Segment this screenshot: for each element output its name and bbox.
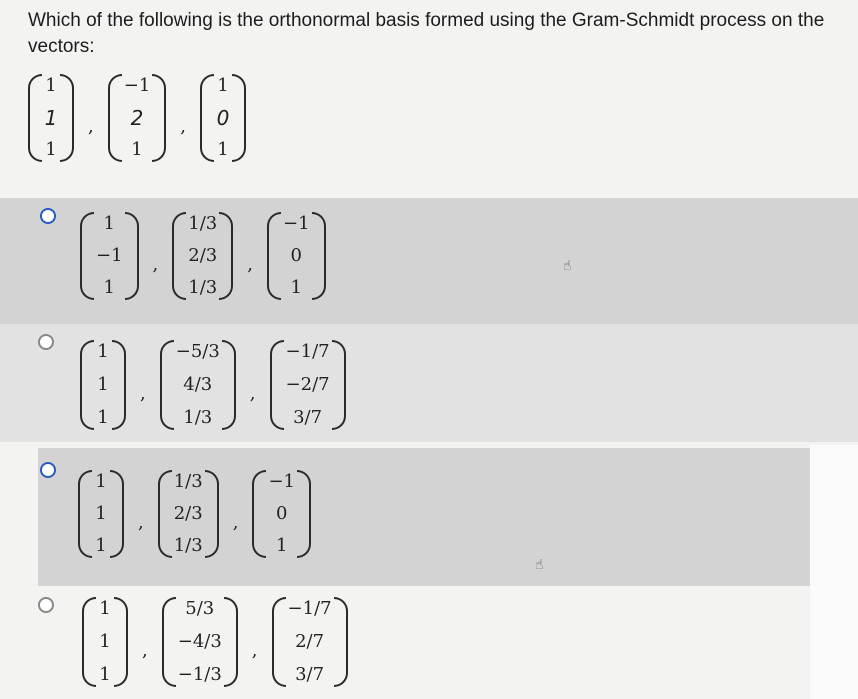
comma: , [180,115,187,137]
vector-entry: 1 [103,277,115,298]
given-vector-3 [200,72,246,164]
option-4-vector-3 [272,595,348,689]
vector-entry: 1/3 [188,213,218,234]
vector-entry: 1 [103,213,115,234]
hand-pointer-icon: ☝ [535,557,544,573]
vector-entry: 2/3 [173,503,203,524]
vector-entry: −1 [282,213,310,234]
option-4[interactable] [82,595,348,689]
vector-entry: 3/7 [295,664,325,685]
vector-entry: 2 [130,106,144,130]
question-text: Which of the following is the orthonormal basis formed using the Gram-Schmidt process on the vectors: [28,10,825,57]
option-1[interactable] [80,210,326,302]
option-2-vector-1 [80,338,126,432]
vector-entry: −1/7 [285,341,330,362]
comma: , [249,382,256,404]
hand-pointer-icon: ☝ [563,258,572,274]
vector-entry: 1 [44,106,58,130]
vector-entry: 1 [95,535,107,556]
comma: , [142,639,148,661]
option-2[interactable] [80,338,346,432]
vector-entry: 3/7 [293,407,323,428]
comma: , [138,511,144,533]
given-vector-1 [28,72,74,164]
vector-entry: −5/3 [175,341,220,362]
option-3[interactable] [78,468,311,560]
comma: , [140,382,146,404]
vector-entry: 1 [95,503,107,524]
vector-entry: 1 [97,407,109,428]
comma: , [88,115,94,137]
vector-entry: 1 [99,598,111,619]
option-1-vector-1 [80,210,139,302]
option-3-radio[interactable] [40,462,56,478]
vector-entry: 1 [45,139,57,160]
vector-entry: 0 [216,106,230,130]
vector-entry: −1 [96,245,123,266]
vector-entry: 1/3 [183,407,213,428]
option-2-vector-3 [270,338,346,432]
option-4-vector-1 [82,595,128,689]
vector-entry: 1 [217,75,229,96]
vector-entry: 1 [97,374,109,395]
comma: , [251,639,258,661]
option-2-vector-2 [160,338,236,432]
vector-entry: 1 [45,75,57,96]
option-1-vector-2 [172,210,233,302]
vector-entry: 4/3 [183,374,213,395]
vector-entry: 1 [290,277,302,298]
vector-entry: −1/7 [287,598,332,619]
vector-entry: −1 [123,75,151,96]
option-2-radio[interactable] [38,334,54,350]
option-4-vector-2 [162,595,238,689]
vector-entry: 0 [290,245,302,266]
comma: , [247,253,253,275]
comma: , [152,253,159,275]
vector-entry: 1 [99,664,111,685]
vector-entry: 1/3 [188,277,218,298]
vector-entry: 1 [217,139,229,160]
vector-entry: 5/3 [185,598,215,619]
given-vector-2 [108,72,167,164]
vector-entry: 1 [275,535,288,556]
vector-entry: 2/3 [188,245,218,266]
vector-entry: 1 [97,341,109,362]
vector-entry: −2/7 [285,374,330,395]
option-4-radio[interactable] [38,597,54,613]
vector-entry: −4/3 [177,631,222,652]
right-panel [810,445,858,699]
option-3-vector-2 [158,468,219,560]
option-1-vector-3 [267,210,326,302]
vector-entry: −1 [268,471,295,492]
option-1-radio[interactable] [40,208,56,224]
vector-entry: 1 [131,139,143,160]
vector-entry: 1/3 [173,535,203,556]
vector-entry: 0 [275,503,288,524]
vector-entry: 1 [95,471,107,492]
vector-entry: −1/3 [177,664,222,685]
vector-entry: 1 [99,631,111,652]
option-3-vector-3 [252,468,311,560]
option-3-vector-1 [78,468,124,560]
given-vectors [28,72,246,164]
comma: , [232,511,239,533]
vector-entry: 1/3 [173,471,203,492]
vector-entry: 2/7 [295,631,325,652]
